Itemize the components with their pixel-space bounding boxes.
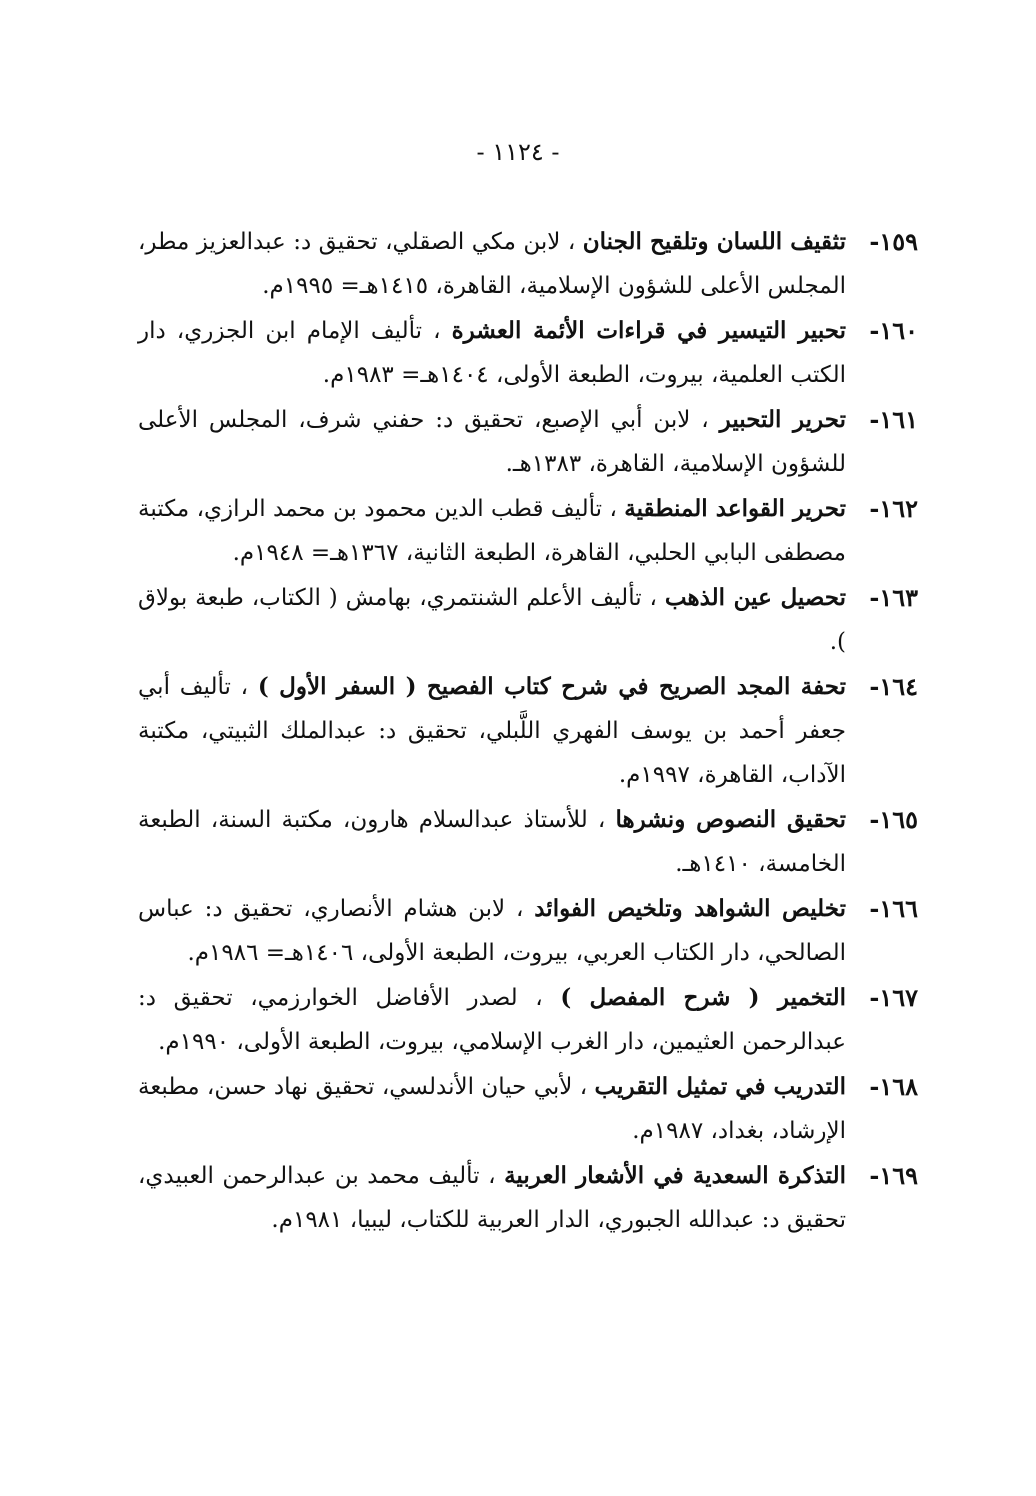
entry-text bbox=[138, 487, 846, 575]
entry-number: ١٦٨- bbox=[869, 1072, 918, 1101]
entry-title: تحقيق النصوص ونشرها bbox=[615, 806, 846, 833]
entry-number: ١٦١- bbox=[869, 405, 918, 434]
entry-text bbox=[138, 309, 846, 397]
entry-text bbox=[138, 398, 846, 486]
entry-details: ، تأليف الأعلم الشنتمري، بهامش ( الكتاب، طبعة بولاق ). bbox=[138, 585, 846, 655]
entry-text bbox=[138, 665, 846, 797]
entry-title: تثقيف اللسان وتلقيح الجنان bbox=[582, 228, 846, 255]
entry-text bbox=[138, 887, 846, 975]
entry-title: تحرير التحبير bbox=[719, 406, 846, 433]
entry-title: التخمير ( شرح المفصل ) bbox=[560, 984, 846, 1011]
bibliography-entry-166 bbox=[138, 887, 918, 975]
entry-text bbox=[138, 798, 846, 886]
bibliography-entry-161 bbox=[138, 398, 918, 486]
entry-details: ، لصدر الأفاضل الخوارزمي، تحقيق د: عبدالرحمن العثيمين، دار الغرب الإسلامي، بيروت، الطبعة الأولى، ١٩٩٠م. bbox=[138, 985, 846, 1055]
entry-number: ١٦٠- bbox=[869, 316, 918, 345]
entry-number: ١٦٩- bbox=[869, 1161, 918, 1190]
entry-number: ١٦٢- bbox=[869, 494, 918, 523]
entry-number: ١٦٥- bbox=[869, 805, 918, 834]
entry-number: ١٦٤- bbox=[869, 672, 918, 701]
bibliography-entry-164 bbox=[138, 665, 918, 797]
entry-title: تحصيل عين الذهب bbox=[664, 584, 847, 611]
entry-title: التذكرة السعدية في الأشعار العربية bbox=[504, 1162, 846, 1189]
entry-title: تخليص الشواهد وتلخيص الفوائد bbox=[534, 895, 846, 922]
bibliography-entry-163 bbox=[138, 576, 918, 664]
entry-text bbox=[138, 1154, 846, 1242]
entry-text bbox=[138, 1065, 846, 1153]
entry-title: تحرير القواعد المنطقية bbox=[624, 495, 847, 522]
entry-details: ، تأليف محمد بن عبدالرحمن العبيدي، تحقيق د: عبدالله الجبوري، الدار العربية للكتاب، ليبيا، ١٩٨١م. bbox=[138, 1163, 846, 1233]
entry-details: ، للأستاذ عبدالسلام هارون، مكتبة السنة، الطبعة الخامسة، ١٤١٠هـ. bbox=[138, 807, 846, 877]
entry-details: ، لابن هشام الأنصاري، تحقيق د: عباس الصالحي، دار الكتاب العربي، بيروت، الطبعة الأولى، ١٤٠٦هـ= ١٩٨٦م. bbox=[138, 896, 846, 966]
bibliography-entry-165 bbox=[138, 798, 918, 886]
bibliography-entry-169 bbox=[138, 1154, 918, 1242]
bibliography-entry-160 bbox=[138, 309, 918, 397]
entry-details: ، لابن أبي الإصبع، تحقيق د: حفني شرف، المجلس الأعلى للشؤون الإسلامية، القاهرة، ١٣٨٣هـ. bbox=[138, 407, 846, 477]
entry-details: ، تأليف أبي جعفر أحمد بن يوسف الفهري اللَّبلي، تحقيق د: عبدالملك الثبيتي، مكتبة الآداب، القاهرة، ١٩٩٧م. bbox=[138, 674, 846, 788]
entry-number: ١٦٦- bbox=[869, 894, 918, 923]
entry-number: ١٥٩- bbox=[869, 227, 918, 256]
entry-text bbox=[138, 976, 846, 1064]
entry-title: تحفة المجد الصريح في شرح كتاب الفصيح ( السفر الأول ) bbox=[257, 673, 846, 700]
entry-text bbox=[138, 220, 846, 308]
entry-details: ، لأبي حيان الأندلسي، تحقيق نهاد حسن، مطبعة الإرشاد، بغداد، ١٩٨٧م. bbox=[138, 1074, 846, 1144]
bibliography-entry-159 bbox=[138, 220, 918, 308]
entry-number: ١٦٣- bbox=[869, 583, 918, 612]
entry-details: ، تأليف قطب الدين محمود بن محمد الرازي، مكتبة مصطفى البابي الحلبي، القاهرة، الطبعة الثانية، ١٣٦٧هـ= ١٩٤٨م. bbox=[138, 496, 846, 566]
bibliography-list bbox=[138, 220, 918, 1243]
entry-number: ١٦٧- bbox=[869, 983, 918, 1012]
bibliography-entry-167 bbox=[138, 976, 918, 1064]
entry-text bbox=[138, 576, 846, 664]
page-number: - ١١٢٤ - bbox=[476, 138, 560, 166]
entry-title: التدريب في تمثيل التقريب bbox=[594, 1073, 846, 1100]
entry-title: تحبير التيسير في قراءات الأئمة العشرة bbox=[451, 317, 847, 344]
bibliography-entry-162 bbox=[138, 487, 918, 575]
bibliography-entry-168 bbox=[138, 1065, 918, 1153]
entry-details: ، لابن مكي الصقلي، تحقيق د: عبدالعزيز مطر، المجلس الأعلى للشؤون الإسلامية، القاهرة، ١٤١٥هـ= ١٩٩٥م. bbox=[138, 229, 846, 299]
entry-details: ، تأليف الإمام ابن الجزري، دار الكتب العلمية، بيروت، الطبعة الأولى، ١٤٠٤هـ= ١٩٨٣م. bbox=[138, 318, 846, 388]
